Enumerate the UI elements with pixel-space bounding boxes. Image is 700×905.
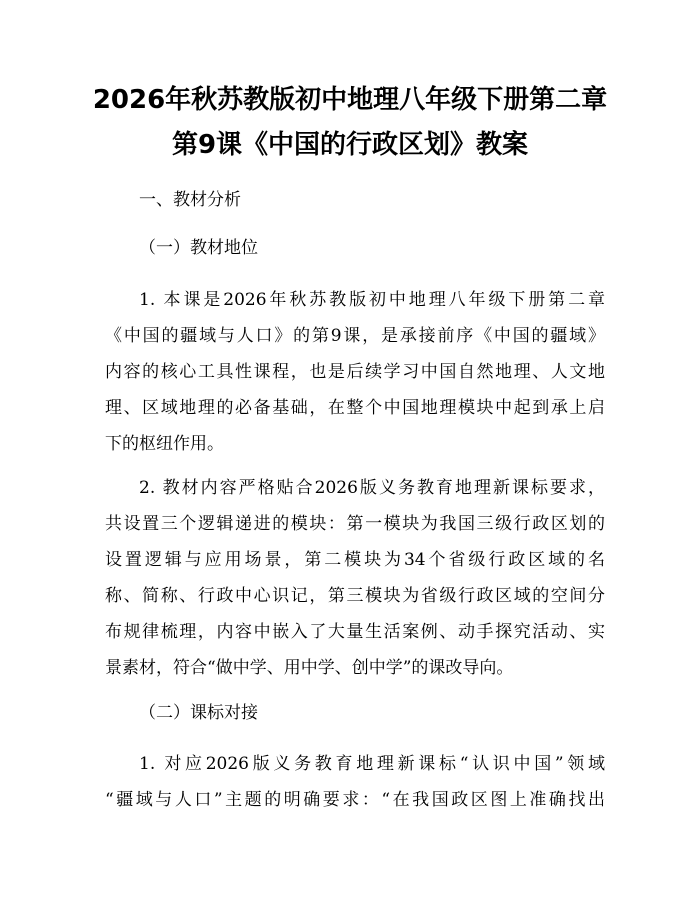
paragraph-line: 称、简称、行政中心识记，第三模块为省级行政区域的空间分	[105, 586, 605, 606]
paragraph-line: 设置逻辑与应用场景，第二模块为34个省级行政区域的名	[105, 550, 605, 570]
paragraph-line: 共设置三个逻辑递进的模块：第一模块为我国三级行政区划的	[105, 514, 605, 534]
document-title-line-2: 第9课《中国的行政区划》教案	[171, 130, 529, 160]
paragraph-line: 1. 对应2026版义务教育地理新课标“认识中国”领域	[139, 754, 605, 774]
document-title-line-1: 2026年秋苏教版初中地理八年级下册第二章	[92, 85, 608, 115]
paragraph-line: 1. 本课是2026年秋苏教版初中地理八年级下册第二章	[139, 290, 605, 310]
paragraph-line: “疆域与人口”主题的明确要求：“在我国政区图上准确找出	[105, 790, 605, 810]
paragraph-line: 理、区域地理的必备基础，在整个中国地理模块中起到承上启	[105, 398, 605, 418]
section-heading-textbook-analysis: 一、教材分析	[139, 190, 241, 210]
paragraph-line: 下的枢纽作用。	[105, 434, 224, 454]
paragraph-line: 2. 教材内容严格贴合2026版义务教育地理新课标要求，	[139, 478, 605, 498]
paragraph-2	[105, 470, 605, 686]
subsection-heading-curriculum-alignment: （二）课标对接	[139, 703, 258, 723]
paragraph-line: 景素材，符合“做中学、用中学、创中学”的课改导向。	[105, 658, 514, 678]
subsection-heading-textbook-status: （一）教材地位	[139, 238, 258, 258]
paragraph-1	[105, 282, 605, 462]
paragraph-3	[105, 746, 605, 818]
paragraph-line: 内容的核心工具性课程，也是后续学习中国自然地理、人文地	[105, 362, 605, 382]
paragraph-line: 布规律梳理，内容中嵌入了大量生活案例、动手探究活动、实	[105, 622, 605, 642]
paragraph-line: 《中国的疆域与人口》的第9课，是承接前序《中国的疆域》	[105, 326, 605, 346]
